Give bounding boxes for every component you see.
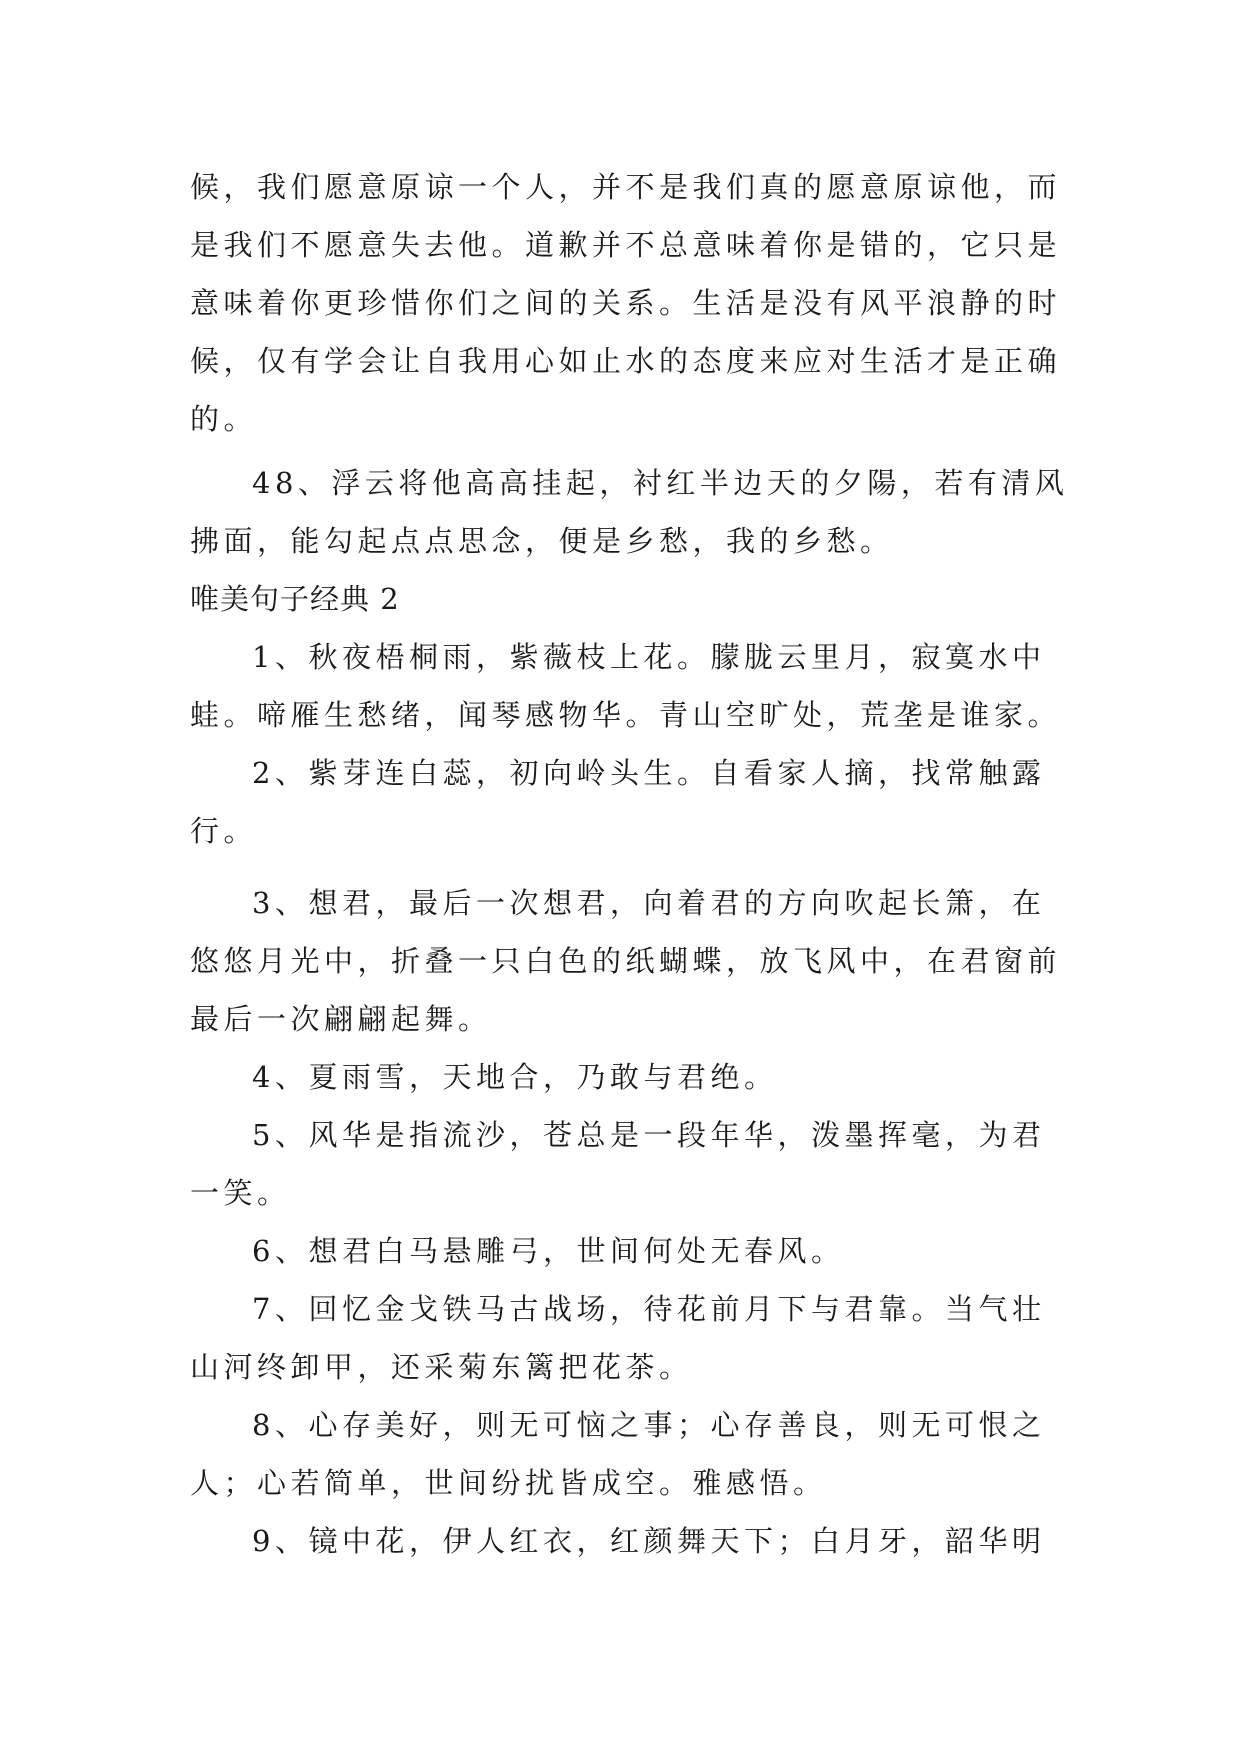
text-line: 1、秋夜梧桐雨，紫薇枝上花。朦胧云里月，寂寞水中 — [252, 640, 1046, 674]
text-line: 人；心若简单，世间纷扰皆成空。雅感悟。 — [190, 1466, 827, 1500]
paragraph-item-8 — [190, 1396, 1070, 1512]
section-title: 唯美句子经典 2 — [190, 582, 400, 616]
paragraph-item-4 — [190, 1048, 1070, 1106]
text-line: 8、心存美好，则无可恼之事；心存善良，则无可恨之 — [252, 1408, 1046, 1442]
text-line: 的。 — [190, 402, 258, 436]
text-line: 蛙。啼雁生愁绪，闻琴感物华。青山空旷处，荒垄是谁家。 — [190, 698, 1062, 732]
text-line: 4、夏雨雪，天地合，乃敢与君绝。 — [252, 1060, 778, 1094]
text-line: 悠悠月光中，折叠一只白色的纸蝴蝶，放飞风中，在君窗前 — [190, 944, 1062, 978]
text-line: 最后一次翩翩起舞。 — [190, 1002, 492, 1036]
text-line: 山河终卸甲，还采菊东篱把花茶。 — [190, 1350, 693, 1384]
paragraph-item-2 — [190, 744, 1070, 860]
paragraph-item-1 — [190, 628, 1070, 744]
paragraph-item-3 — [190, 874, 1070, 1048]
paragraph-item-6 — [190, 1222, 1070, 1280]
text-line: 2、紫芽连白蕊，初向岭头生。自看家人摘，找常触露 — [252, 756, 1046, 790]
text-line: 9、镜中花，伊人红衣，红颜舞天下；白月牙，韶华明 — [252, 1524, 1046, 1558]
text-line: 48、浮云将他高高挂起，衬红半边天的夕陽，若有清风 — [252, 466, 1069, 500]
text-line: 候，我们愿意原谅一个人，并不是我们真的愿意原谅他，而 — [190, 170, 1062, 204]
paragraph-continuation — [190, 158, 1070, 448]
paragraph-item-5 — [190, 1106, 1070, 1222]
text-line: 6、想君白马悬雕弓，世间何处无春风。 — [252, 1234, 845, 1268]
paragraph-item-9 — [190, 1512, 1070, 1570]
text-line: 一笑。 — [190, 1176, 291, 1210]
text-line: 7、回忆金戈铁马古战场，待花前月下与君靠。当气壮 — [252, 1292, 1046, 1326]
text-line: 拂面，能勾起点点思念，便是乡愁，我的乡愁。 — [190, 524, 894, 558]
paragraph-item-7 — [190, 1280, 1070, 1396]
text-line: 候，仅有学会让自我用心如止水的态度来应对生活才是正确 — [190, 344, 1062, 378]
text-line: 行。 — [190, 814, 258, 848]
paragraph-item-48 — [190, 454, 1070, 570]
text-line: 5、风华是指流沙，苍总是一段年华，泼墨挥毫，为君 — [252, 1118, 1046, 1152]
text-line: 是我们不愿意失去他。道歉并不总意味着你是错的，它只是 — [190, 228, 1062, 262]
text-line: 意味着你更珍惜你们之间的关系。生活是没有风平浪静的时 — [190, 286, 1062, 320]
document-body — [190, 158, 1070, 1570]
text-line: 3、想君，最后一次想君，向着君的方向吹起长箫，在 — [252, 886, 1046, 920]
